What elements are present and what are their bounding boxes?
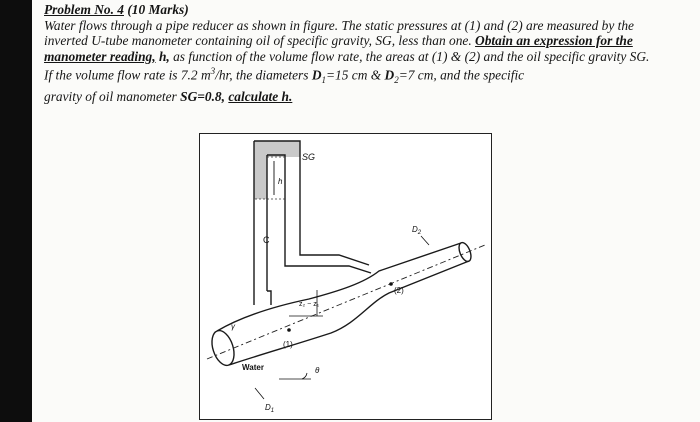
- diameter-2-symbol: D: [384, 67, 395, 83]
- sg-value: SG=0.8,: [180, 89, 225, 105]
- d2-label: $D_2$: [412, 225, 422, 236]
- problem-sentence-2: as function of the volume flow rate, the areas at (1) & (2) and the oil specific gravity SG.: [173, 48, 650, 64]
- task-1-variable: h,: [158, 48, 170, 64]
- problem-statement: [44, 2, 662, 105]
- h-label: h: [278, 177, 283, 186]
- theta-label: θ: [315, 366, 320, 375]
- problem-sentence-1: Water flows through a pipe reducer as shown in figure. The static pressures at (1) and (2) are measured by the inverted U-tube manometer containing oil of specific gravity, SG, less than one.: [44, 17, 635, 49]
- sg-label: SG: [302, 152, 316, 162]
- task-2: calculate h.: [228, 89, 293, 105]
- problem-title: Problem No. 4: [44, 2, 124, 17]
- diameter-1-value: =15 cm &: [326, 67, 382, 83]
- given-flow-exponent: 3: [210, 66, 216, 77]
- theta-arc: [302, 373, 307, 379]
- oil-left-leg: [254, 141, 267, 199]
- leg-mark: C: [263, 235, 270, 245]
- given-flow-prefix: If the volume flow rate is 7.2 m: [44, 67, 211, 83]
- section-1-point: [287, 328, 291, 332]
- d1-leader: [255, 388, 264, 399]
- d1-label: $D_1$: [265, 403, 275, 414]
- z-difference-label: z₂ − z₁: [299, 301, 320, 308]
- pipe-reducer-figure: [199, 133, 492, 420]
- diameter-2-value: =7 cm, and the specific: [398, 67, 525, 83]
- task-1: Obtain an expression for the manometer reading,: [44, 33, 633, 64]
- pipe-centerline: [207, 245, 485, 359]
- section-1-label: (1): [283, 340, 293, 349]
- d2-leader: [421, 236, 429, 245]
- water-label: Water: [242, 363, 264, 372]
- left-dark-border: [0, 0, 32, 422]
- given-flow-mid: /hr, the diameters: [215, 67, 309, 83]
- section-2-label: (2): [394, 286, 404, 295]
- section-2-point: [389, 282, 393, 286]
- diameter-1-symbol: D: [311, 67, 322, 83]
- diameter-1-subscript: 1: [321, 75, 327, 86]
- gamma-label: γ: [231, 322, 235, 331]
- manometer-tube: [254, 141, 371, 305]
- problem-marks: (10 Marks): [127, 2, 189, 17]
- diameter-2-subscript: 2: [394, 75, 399, 86]
- given-line-3: gravity of oil manometer: [44, 89, 177, 105]
